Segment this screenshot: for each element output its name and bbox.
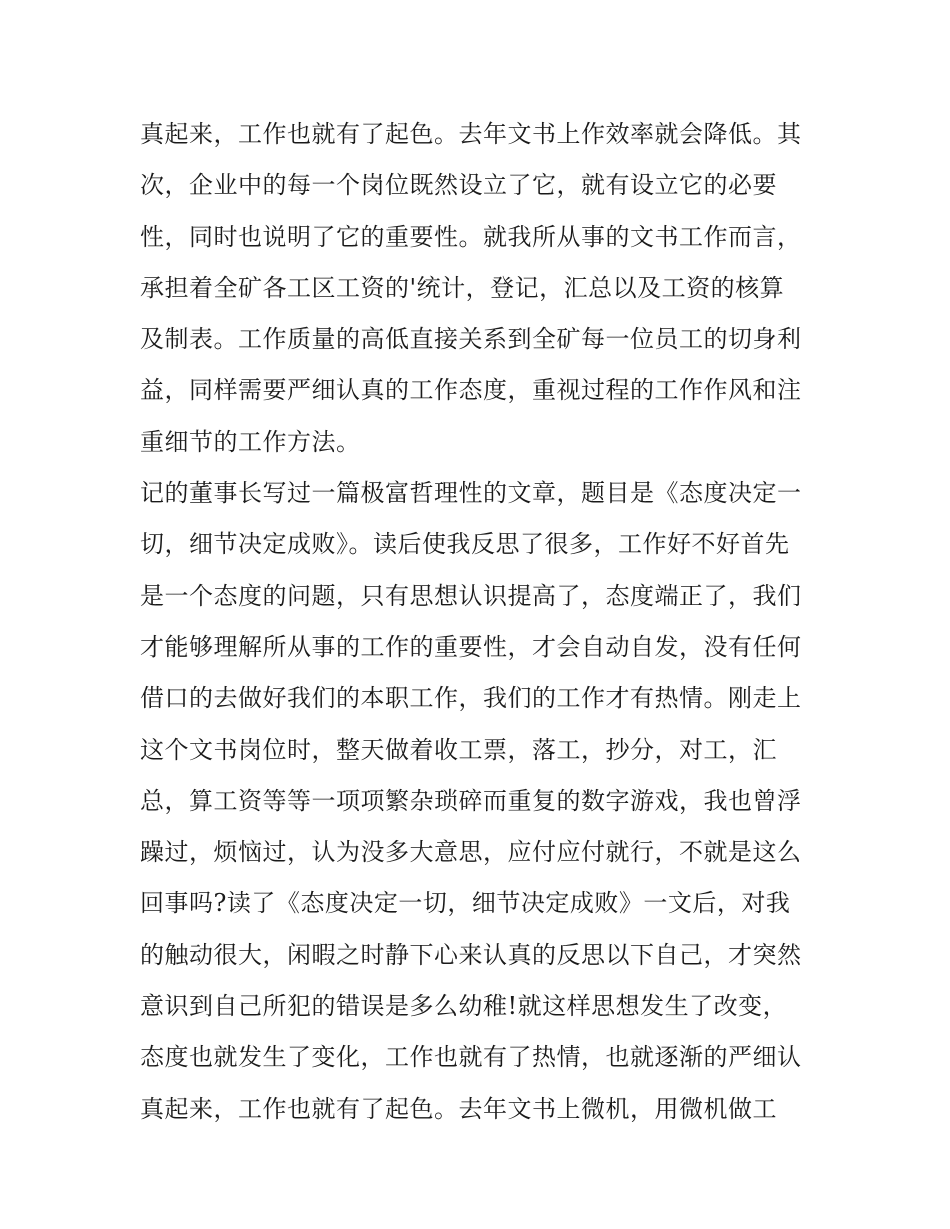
text-line-14: 总，算工资等等一项项繁杂琐碎而重复的数字游戏，我也曾浮 <box>140 786 802 815</box>
text-line-13: 这个文书岗位时，整天做着收工票，落工，抄分，对工，汇 <box>140 735 777 764</box>
text-line-7: 重细节的工作方法。 <box>140 427 361 456</box>
text-line-16: 回事吗?读了《态度决定一切，细节决定成败》一文后，对我 <box>140 889 791 918</box>
text-line-3: 性，同时也说明了它的重要性。就我所从事的文书工作而言， <box>140 222 802 251</box>
text-line-11: 才能够理解所从事的工作的重要性，才会自动自发，没有任何 <box>140 632 802 661</box>
text-line-6: 益，同样需要严细认真的工作态度，重视过程的工作作风和注 <box>140 376 802 405</box>
text-line-20: 真起来，工作也就有了起色。去年文书上微机，用微机做工 <box>140 1094 777 1123</box>
text-line-4: 承担着全矿各工区工资的'统计，登记，汇总以及工资的核算 <box>140 273 785 302</box>
body-text <box>140 109 830 1135</box>
text-line-15: 躁过，烦恼过，认为没多大意思，应付应付就行，不就是这么 <box>140 838 802 867</box>
text-line-8: 记的董事长写过一篇极富哲理性的文章，题目是《态度决定一 <box>140 479 802 508</box>
text-line-2: 次，企业中的每一个岗位既然设立了它，就有设立它的必要 <box>140 171 777 200</box>
text-line-5: 及制表。工作质量的高低直接关系到全矿每一位员工的切身利 <box>140 325 802 354</box>
text-line-19: 态度也就发生了变化，工作也就有了热情，也就逐渐的严细认 <box>140 1043 802 1072</box>
text-line-12: 借口的去做好我们的本职工作，我们的工作才有热情。刚走上 <box>140 684 802 713</box>
text-line-18: 意识到自己所犯的错误是多么幼稚!就这样思想发生了改变， <box>140 992 788 1021</box>
text-line-1: 真起来，工作也就有了起色。去年文书上作效率就会降低。其 <box>140 120 802 148</box>
text-line-10: 是一个态度的问题，只有思想认识提高了，态度端正了，我们 <box>140 581 802 610</box>
text-line-17: 的触动很大，闲暇之时静下心来认真的反思以下自己，才突然 <box>140 940 802 969</box>
text-line-9: 切，细节决定成败》。读后使我反思了很多，工作好不好首先 <box>140 530 790 559</box>
